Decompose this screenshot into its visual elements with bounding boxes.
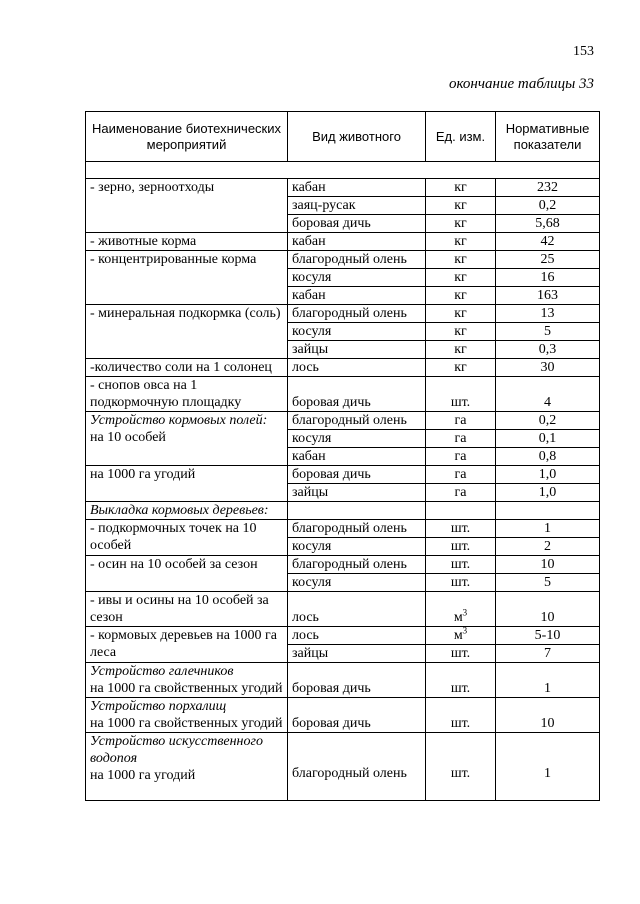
value-cell: 16 [496,269,600,287]
table-row [86,663,600,698]
unit-cell: шт. [426,698,496,733]
table-row [86,733,600,801]
animal-cell: кабан [288,287,426,305]
animal-cell: кабан [288,233,426,251]
animal-cell: благородный олень [288,520,426,538]
unit-cell: шт. [426,377,496,412]
unit-cell: шт. [426,574,496,592]
page-number: 153 [573,44,594,59]
unit-cell: кг [426,179,496,197]
measure-cell [86,412,288,466]
table-row [86,698,600,733]
value-cell: 5-10 [496,627,600,645]
unit-cell: кг [426,305,496,323]
table-row [86,627,600,645]
table-row [86,466,600,484]
unit-cell: шт. [426,645,496,663]
unit-cell: га [426,448,496,466]
animal-cell: косуля [288,323,426,341]
measure-heading: Устройство галечников [90,664,234,679]
animal-cell: благородный олень [288,412,426,430]
animal-cell: благородный олень [288,733,426,801]
animal-cell: боровая дичь [288,663,426,698]
unit-cell: шт. [426,520,496,538]
measure-text: на 1000 га свойственных угодий [90,681,283,696]
animal-cell: зайцы [288,645,426,663]
measure-cell [86,698,288,733]
measure-cell: - концентрированные корма [86,251,288,305]
measure-heading: Устройство кормовых полей: [90,413,268,428]
animal-cell: боровая дичь [288,466,426,484]
value-cell: 4 [496,377,600,412]
unit-cell: га [426,430,496,448]
animal-cell: кабан [288,448,426,466]
value-cell: 25 [496,251,600,269]
spacer-row [86,162,600,179]
value-cell: 0,2 [496,412,600,430]
unit-cell: га [426,484,496,502]
unit-cell: кг [426,233,496,251]
value-cell: 10 [496,698,600,733]
unit-cell: кг [426,269,496,287]
measure-cell: - ивы и осины на 10 особей за сезон [86,592,288,627]
header-measure: Наименование биотехнических мероприятий [86,112,288,162]
unit-cell: кг [426,359,496,377]
value-cell: 1,0 [496,484,600,502]
value-cell: 163 [496,287,600,305]
table-row [86,233,600,251]
table-row [86,412,600,430]
table-row [86,179,600,197]
unit-cell: шт. [426,663,496,698]
measure-cell: - подкормочных точек на 10 особей [86,520,288,556]
measure-heading: Устройство искусственного водопоя [90,734,263,766]
measure-text: на 1000 га угодий [90,768,196,783]
value-cell: 5 [496,574,600,592]
measure-cell: -количество соли на 1 солонец [86,359,288,377]
unit-cell: $м^3$ [426,592,496,627]
unit-cell: шт. [426,733,496,801]
animal-cell: боровая дичь [288,377,426,412]
animal-cell: косуля [288,574,426,592]
unit-cell: $м^3$ [426,627,496,645]
table-row [86,251,600,269]
value-cell: 0,2 [496,197,600,215]
value-cell: 0,1 [496,430,600,448]
unit-cell: шт. [426,556,496,574]
unit-cell: кг [426,215,496,233]
value-cell: 5 [496,323,600,341]
value-cell: 232 [496,179,600,197]
value-cell [496,502,600,520]
value-cell: 10 [496,556,600,574]
measure-cell: - минеральная подкормка (соль) [86,305,288,359]
table-row [86,592,600,627]
measure-cell: - кормовых деревьев на 1000 га леса [86,627,288,663]
header-animal: Вид животного [288,112,426,162]
table-row [86,502,600,520]
measure-text: на 10 особей [90,430,166,445]
table-caption: окончание таблицы 33 [448,76,594,92]
animal-cell: боровая дичь [288,215,426,233]
unit-cell: кг [426,287,496,305]
measure-text: на 1000 га свойственных угодий [90,716,283,731]
table-row [86,377,600,412]
measure-cell: - зерно, зерноотходы [86,179,288,233]
value-cell: 5,68 [496,215,600,233]
value-cell: 7 [496,645,600,663]
unit-cell: кг [426,323,496,341]
unit-cell: га [426,412,496,430]
animal-cell: благородный олень [288,251,426,269]
animal-cell: благородный олень [288,556,426,574]
value-cell: 10 [496,592,600,627]
measure-cell: - животные корма [86,233,288,251]
animal-cell: лось [288,359,426,377]
header-unit: Ед. изм. [426,112,496,162]
section-heading: Выкладка кормовых деревьев: [86,502,288,520]
value-cell: 2 [496,538,600,556]
table-row [86,520,600,538]
measure-heading: Устройство порхалищ [90,699,227,714]
value-cell: 42 [496,233,600,251]
animal-cell: косуля [288,538,426,556]
measure-cell: - осин на 10 особей за сезон [86,556,288,592]
animal-cell [288,502,426,520]
value-cell: 30 [496,359,600,377]
value-cell: 1 [496,520,600,538]
norms-table [85,111,600,801]
value-cell: 1 [496,663,600,698]
value-cell: 1,0 [496,466,600,484]
value-cell: 1 [496,733,600,801]
unit-cell [426,502,496,520]
header-row [86,112,600,162]
animal-cell: благородный олень [288,305,426,323]
table-row [86,305,600,323]
unit-cell: шт. [426,538,496,556]
animal-cell: косуля [288,430,426,448]
measure-cell: на 1000 га угодий [86,466,288,502]
header-norm: Нормативные показатели [496,112,600,162]
measure-cell: - снопов овса на 1 подкормочную площадку [86,377,288,412]
measure-cell [86,733,288,801]
animal-cell: кабан [288,179,426,197]
animal-cell: лось [288,627,426,645]
value-cell: 13 [496,305,600,323]
table-row [86,556,600,574]
unit-cell: кг [426,251,496,269]
table-row [86,359,600,377]
animal-cell: зайцы [288,484,426,502]
unit-cell: га [426,466,496,484]
animal-cell: косуля [288,269,426,287]
unit-cell: кг [426,197,496,215]
value-cell: 0,8 [496,448,600,466]
animal-cell: заяц-русак [288,197,426,215]
value-cell: 0,3 [496,341,600,359]
animal-cell: зайцы [288,341,426,359]
measure-cell [86,663,288,698]
unit-cell: кг [426,341,496,359]
animal-cell: боровая дичь [288,698,426,733]
animal-cell: лось [288,592,426,627]
